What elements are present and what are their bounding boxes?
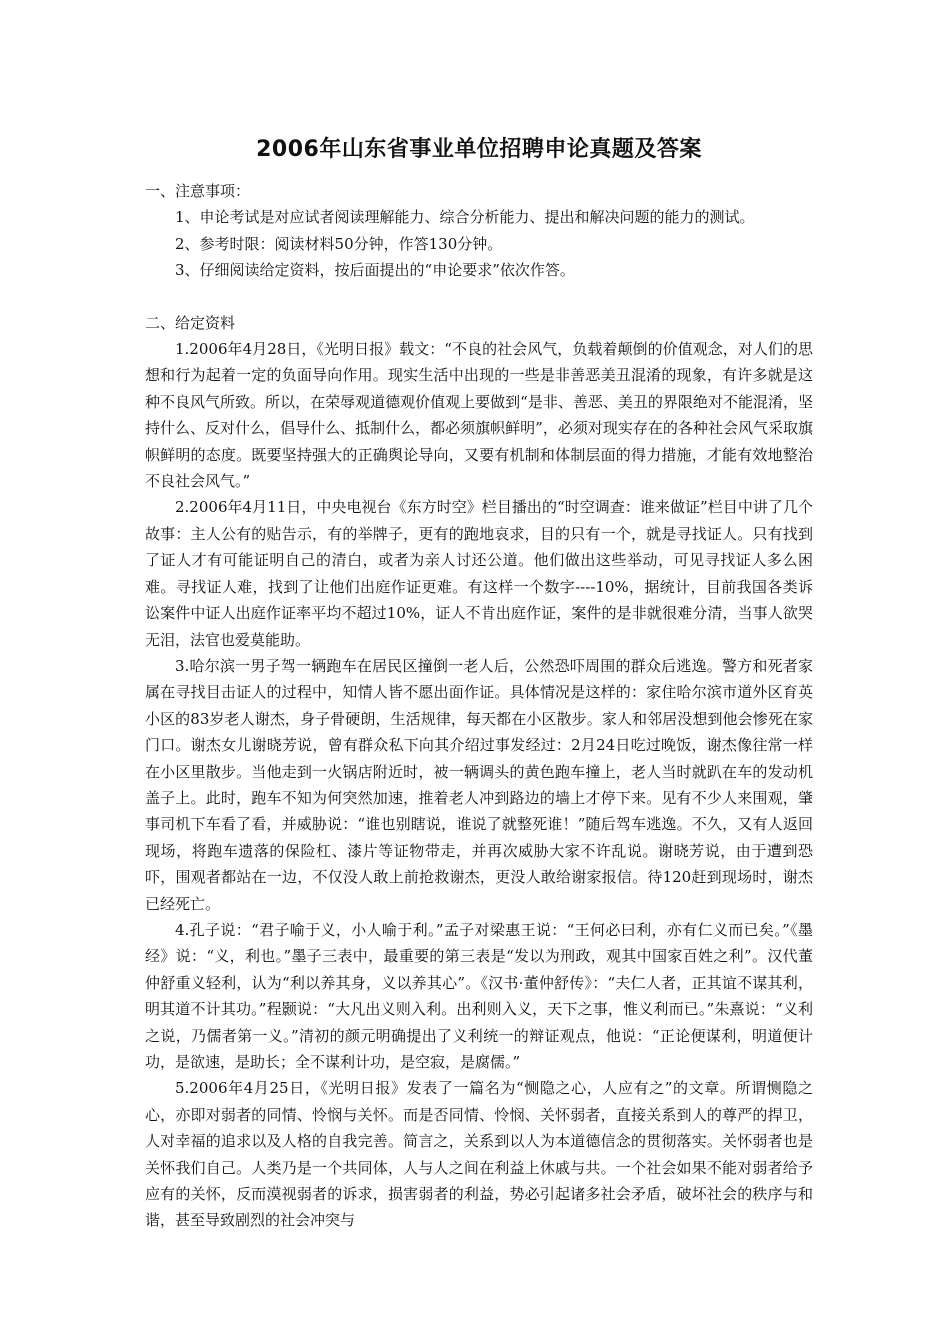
note-item-3: 3、仔细阅读给定资料，按后面提出的“申论要求”依次作答。	[175, 261, 575, 280]
material-paragraph-5: 5.2006年4月25日，《光明日报》发表了一篇名为“恻隐之心，人应有之”的文章。所谓恻隐之心，亦即对弱者的同情、怜悯与关怀。而是否同情、怜悯、关怀弱者，直接关系到人的尊严的捍卫，人对幸福的追求以及人格的自我完善。简言之，关系到以人为本道德信念的贯彻落实。关怀弱者也是关怀我们自己。人类乃是一个共同体，人与人之间在利益上休戚与共。一个社会如果不能对弱者给予应有的关怀，反而漠视弱者的诉求，损害弱者的利益，势必引起诸多社会矛盾，破坏社会的秩序与和谐，甚至导致剧烈的社会冲突与	[145, 1079, 813, 1230]
material-paragraph-2: 2.2006年4月11日，中央电视台《东方时空》栏目播出的“时空调查：谁来做证”栏目中讲了几个故事：主人公有的贴告示，有的举牌子，更有的跑地哀求，目的只有一个，就是寻找证人。只有找到了证人才有可能证明自己的清白，或者为亲人讨还公道。他们做出这些举动，可见寻找证人多么困难。寻找证人难，找到了让他们出庭作证更难。有这样一个数字----10%，据统计，目前我国各类诉讼案件中证人出庭作证率平均不超过10%，证人不肯出庭作证，案件的是非就很难分清，当事人欲哭无泪，法官也爱莫能助。	[145, 498, 813, 649]
section-materials-heading: 二、给定资料	[145, 313, 236, 332]
note-item-1: 1、申论考试是对应试者阅读理解能力、综合分析能力、提出和解决问题的能力的测试。	[175, 208, 755, 227]
document-page	[145, 130, 813, 1234]
section-notes-heading: 一、注意事项：	[145, 182, 251, 200]
material-paragraph-3: 3.哈尔滨一男子驾一辆跑车在居民区撞倒一老人后，公然恐吓周围的群众后逃逸。警方和死者家属在寻找目击证人的过程中，知情人皆不愿出面作证。具体情况是这样的：家住哈尔滨市道外区育英小区的83岁老人谢杰，身子骨硬朗，生活规律，每天都在小区散步。家人和邻居没想到他会惨死在家门口。谢杰女儿谢晓芳说，曾有群众私下向其介绍过事发经过：2月24日吃过晚饭，谢杰像往常一样在小区里散步。当他走到一火锅店附近时，被一辆调头的黄色跑车撞上，老人当时就趴在车的发动机盖子上。此时，跑车不知为何突然加速，推着老人冲到路边的墙上才停下来。见有不少人来围观，肇事司机下车看了看，并威胁说：“谁也别瞎说，谁说了就整死谁！”随后驾车逃逸。不久，又有人返回现场，将跑车遗落的保险杠、漆片等证物带走，并再次威胁大家不许乱说。谢晓芳说，由于遭到恐吓，围观者都站在一边，不仅没人敢上前抢救谢杰，更没人敢给谢家报信。待120赶到现场时，谢杰已经死亡。	[145, 656, 813, 913]
note-item-2: 2、参考时限：阅读材料50分钟，作答130分钟。	[175, 234, 503, 253]
material-paragraph-1: 1.2006年4月28日，《光明日报》载文：“不良的社会风气，负载着颠倒的价值观念，对人们的思想和行为起着一定的负面导向作用。现实生活中出现的一些是非善恶美丑混淆的现象，有许多就是这种不良风气所致。所以，在荣辱观道德观价值观上要做到“是非、善恶、美丑的界限绝对不能混淆，坚持什么、反对什么，倡导什么、抵制什么，都必须旗帜鲜明”，必须对现实存在的各种社会风气采取旗帜鲜明的态度。既要坚持强大的正确舆论导向，又要有机制和体制层面的得力措施，才能有效地整治不良社会风气。”	[145, 340, 813, 491]
page-title: 2006年山东省事业单位招聘申论真题及答案	[256, 137, 702, 162]
material-paragraph-4: 4.孔子说：“君子喻于义，小人喻于利。”孟子对梁惠王说：“王何必曰利，亦有仁义而已矣。”《墨经》说：“义，利也。”墨子三表中，最重要的第三表是“发以为刑政，观其中国家百姓之利”。汉代董仲舒重义轻利，认为“利以养其身，义以养其心”。《汉书·董仲舒传》：“夫仁人者，正其谊不谋其利，明其道不计其功。”程颢说：“大凡出义则入利。出利则入义，天下之事，惟义利而已。”朱熹说：“义利之说，乃儒者第一义。”清初的颜元明确提出了义利统一的辩证观点，他说：“正论便谋利，明道便计功，是欲速，是助长；全不谋利计功，是空寂，是腐儒。”	[145, 920, 813, 1071]
section-spacer	[145, 284, 813, 310]
